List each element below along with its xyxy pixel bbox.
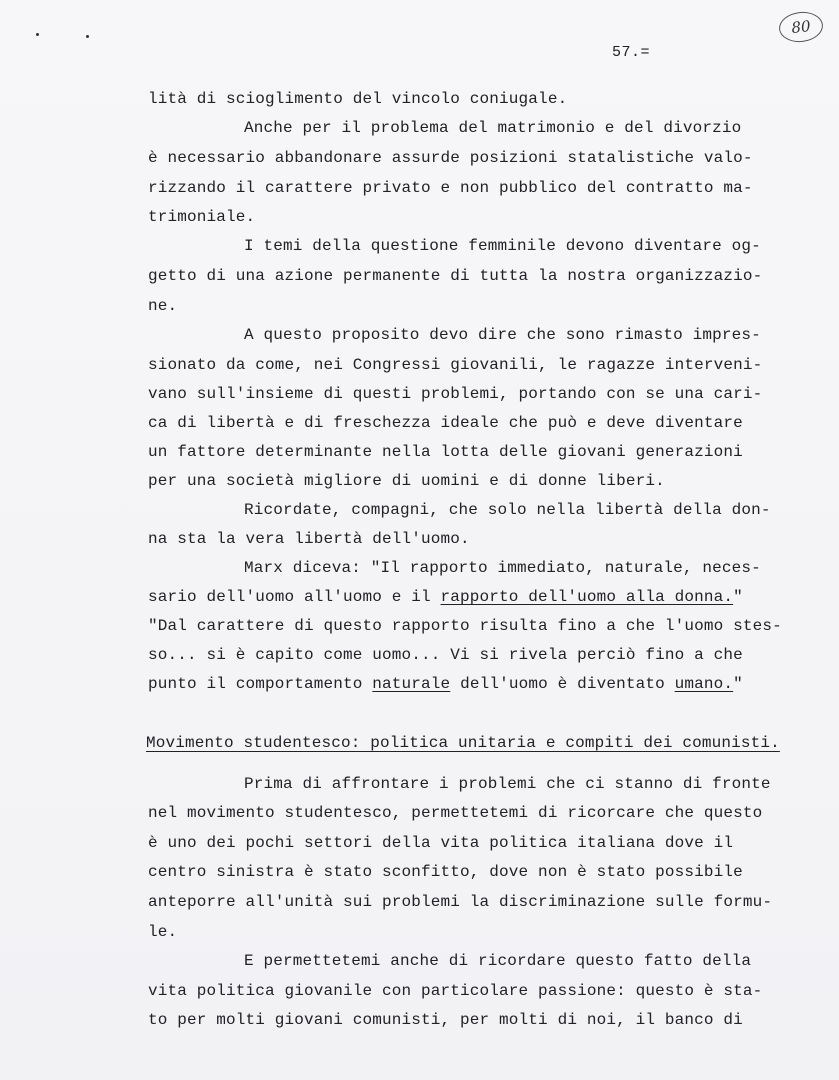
text-line: sionato da come, nei Congressi giovanili, le ragazze interveni- <box>148 356 763 374</box>
text-line: "Dal carattere di questo rapporto risulta fino a che l'uomo stes- <box>148 617 782 635</box>
text-line: le. <box>148 923 178 941</box>
text-line: ca di libertà e di freschezza ideale che può e deve diventare <box>148 414 743 432</box>
text-line: to per molti giovani comunisti, per molti di noi, il banco di <box>148 1011 743 1029</box>
text-line: rizzando il carattere privato e non pubblico del contratto ma- <box>148 179 753 197</box>
text-line: per una società migliore di uomini e di donne liberi. <box>148 472 665 490</box>
text-line: vano sull'insieme di questi problemi, portando con se una cari- <box>148 385 763 403</box>
margin-mark <box>86 35 89 38</box>
text-line: A questo proposito devo dire che sono rimasto impres- <box>244 326 761 344</box>
text-line: centro sinistra è stato sconfitto, dove non è stato possibile <box>148 863 743 881</box>
text-line: Marx diceva: "Il rapporto immediato, naturale, neces- <box>244 559 761 577</box>
text-line: lità di scioglimento del vincolo coniugale. <box>148 90 568 108</box>
margin-mark <box>36 33 39 36</box>
text-line: è necessario abbandonare assurde posizioni statalistiche valo- <box>148 149 753 167</box>
archive-stamp: 80 <box>778 10 825 44</box>
text-line: trimoniale. <box>148 208 256 226</box>
text-line: getto di una azione permanente di tutta la nostra organizzazio- <box>148 267 763 285</box>
text-line: Anche per il problema del matrimonio e del divorzio <box>244 119 742 137</box>
underlined-word: naturale <box>372 675 451 693</box>
text-line: I temi della questione femminile devono diventare og- <box>244 237 761 255</box>
text-line: so... si è capito come uomo... Vi si rivela perciò fino a che <box>148 646 743 664</box>
text-line: vita politica giovanile con particolare passione: questo è sta- <box>148 982 763 1000</box>
underlined-word: umano. <box>674 675 734 693</box>
text-line <box>148 674 743 694</box>
text-line: è uno dei pochi settori della vita politica italiana dove il <box>148 834 734 852</box>
text-fragment: " <box>733 588 743 606</box>
text-line: Prima di affrontare i problemi che ci stanno di fronte <box>244 775 771 793</box>
section-heading: Movimento studentesco: politica unitaria e compiti dei comunisti. <box>146 734 780 752</box>
underlined-quote: rapporto dell'uomo alla donna. <box>440 588 734 606</box>
text-fragment: punto il comportamento <box>148 675 373 693</box>
text-line: Ricordate, compagni, che solo nella libertà della don- <box>244 501 771 519</box>
text-line: nel movimento studentesco, permettetemi di ricorcare che questo <box>148 804 763 822</box>
text-fragment: " <box>733 675 743 693</box>
text-line: E permettetemi anche di ricordare questo fatto della <box>244 952 752 970</box>
text-line: ne. <box>148 297 178 315</box>
text-line <box>148 587 743 607</box>
text-fragment: sario dell'uomo all'uomo e il <box>148 588 441 606</box>
text-line: na sta la vera libertà dell'uomo. <box>148 530 470 548</box>
page-number: 57.= <box>612 44 651 61</box>
text-line: un fattore determinante nella lotta delle giovani generazioni <box>148 443 743 461</box>
text-fragment: dell'uomo è diventato <box>450 675 675 693</box>
text-line: anteporre all'unità sui problemi la discriminazione sulle formu- <box>148 893 773 911</box>
